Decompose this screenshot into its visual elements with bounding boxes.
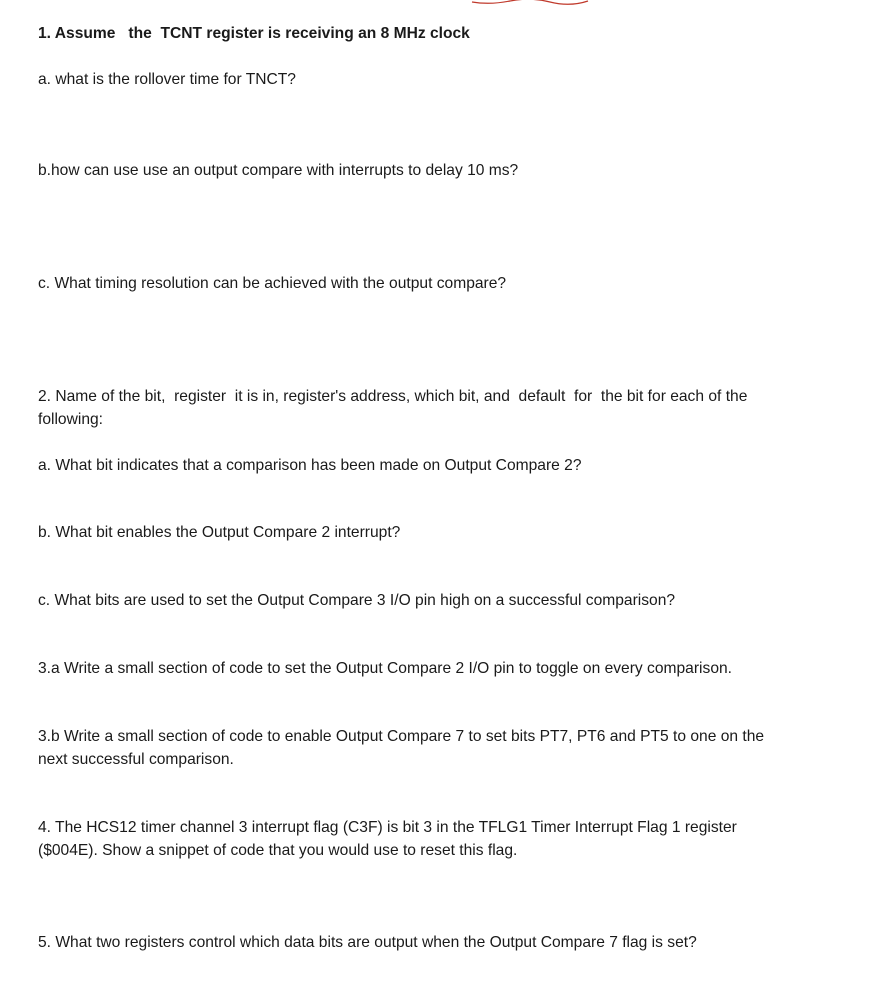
question-1b: b.how can use use an output compare with interrupts to delay 10 ms? [38, 162, 519, 179]
question-2b: b. What bit enables the Output Compare 2 interrupt? [38, 524, 401, 541]
question-4-line1: 4. The HCS12 timer channel 3 interrupt flag (C3F) is bit 3 in the TFLG1 Timer Interrupt Flag 1 register [38, 819, 737, 836]
header-cutoff-stroke [470, 0, 590, 6]
question-1c: c. What timing resolution can be achieved with the output compare? [38, 275, 507, 292]
question-2c: c. What bits are used to set the Output Compare 3 I/O pin high on a successful comparison? [38, 592, 676, 609]
question-3a: 3.a Write a small section of code to set the Output Compare 2 I/O pin to toggle on every comparison. [38, 660, 732, 677]
question-2-intro-line1: 2. Name of the bit, register it is in, register's address, which bit, and default for the bit for each of the [38, 388, 748, 405]
question-1a: a. what is the rollover time for TNCT? [38, 71, 296, 88]
question-3b-line1: 3.b Write a small section of code to enable Output Compare 7 to set bits PT7, PT6 and PT5 to one on the [38, 728, 765, 745]
question-2a: a. What bit indicates that a comparison has been made on Output Compare 2? [38, 457, 582, 474]
question-4-line2: ($004E). Show a snippet of code that you would use to reset this flag. [38, 842, 518, 859]
question-3b-line2: next successful comparison. [38, 751, 234, 768]
question-5: 5. What two registers control which data bits are output when the Output Compare 7 flag is set? [38, 934, 697, 951]
question-1-heading: 1. Assume the TCNT register is receiving an 8 MHz clock [38, 25, 470, 42]
question-2-intro-line2: following: [38, 411, 104, 428]
